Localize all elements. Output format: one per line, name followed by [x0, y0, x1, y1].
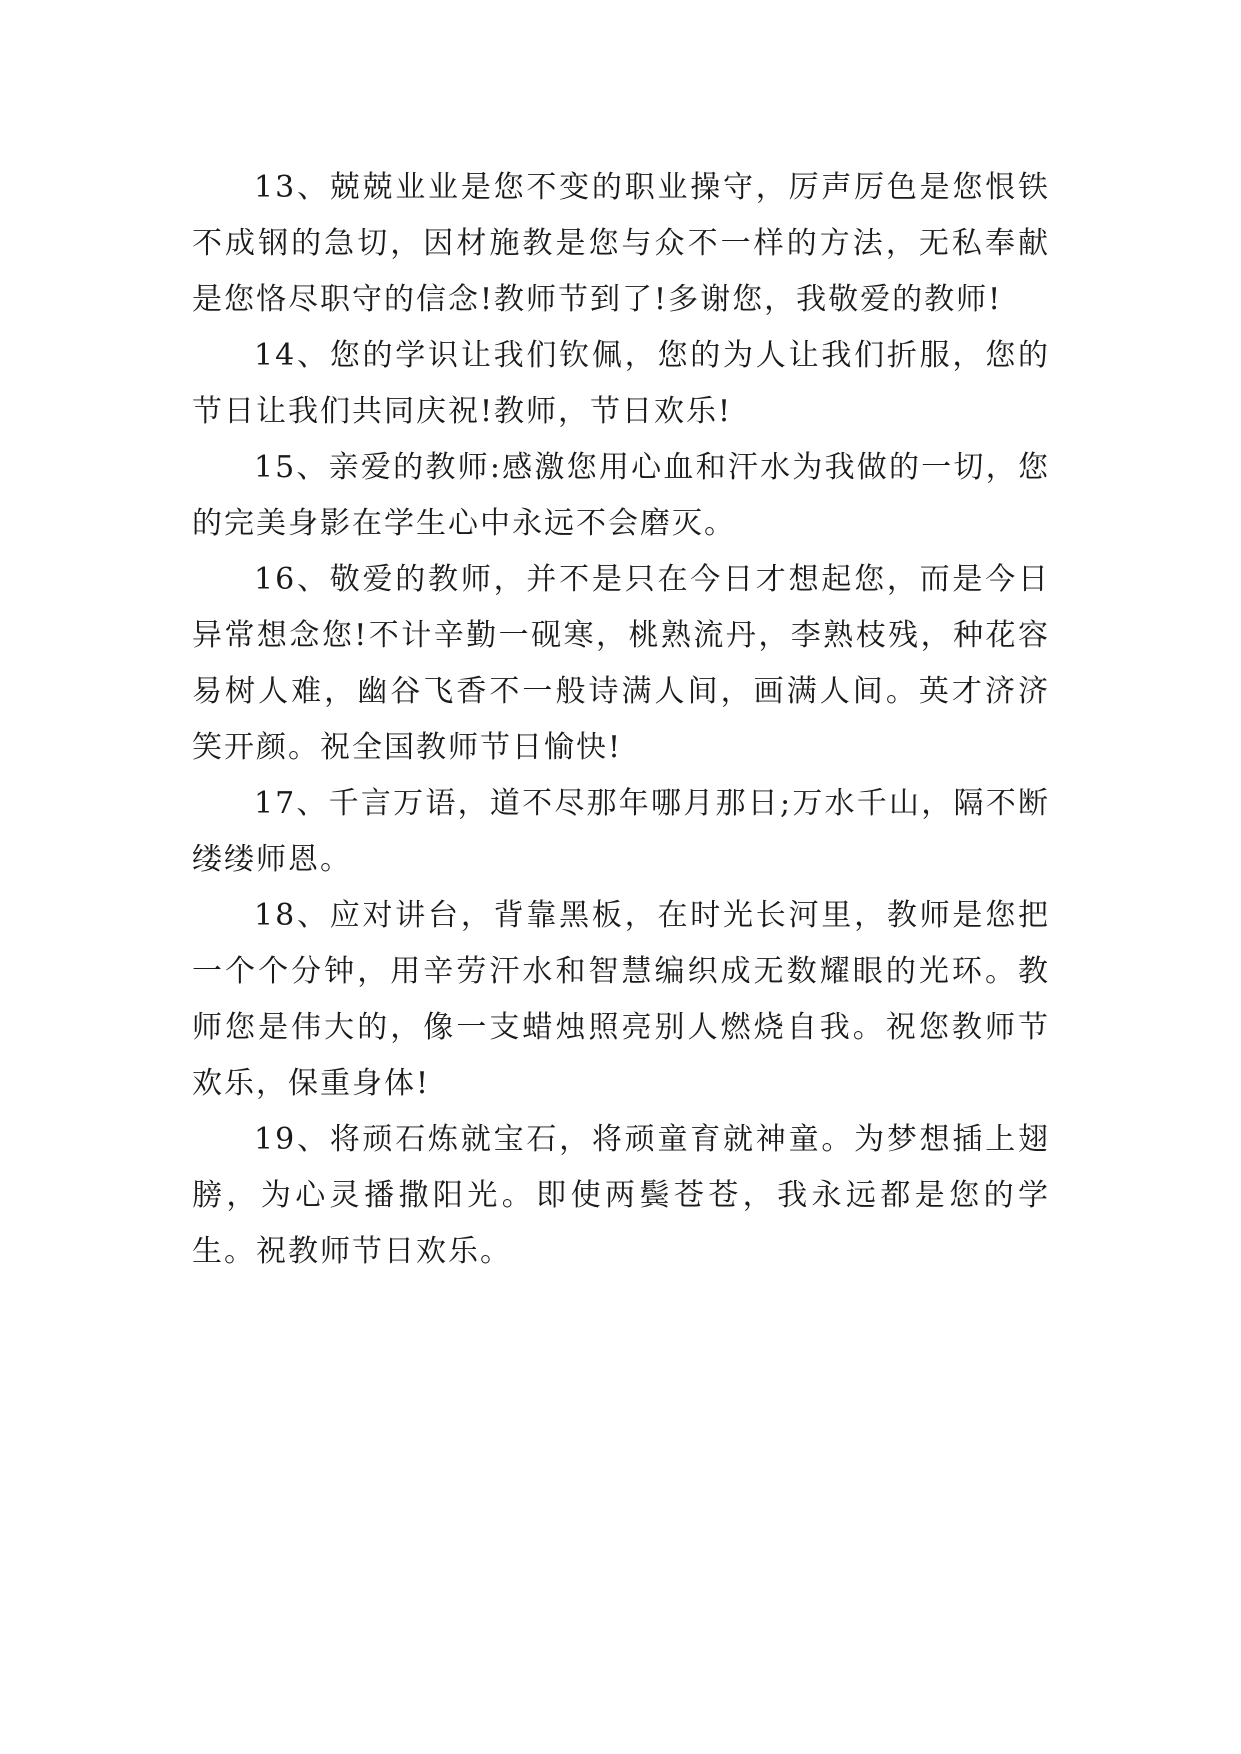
paragraph-19: 19、将顽石炼就宝石，将顽童育就神童。为梦想插上翅膀，为心灵播撒阳光。即使两鬓苍苍，我永远都是您的学生。祝教师节日欢乐。: [192, 1122, 1050, 1269]
paragraph-16: 16、敬爱的教师，并不是只在今日才想起您，而是今日异常想念您!不计辛勤一砚寒，桃熟流丹，李熟枝残，种花容易树人难，幽谷飞香不一般诗满人间，画满人间。英才济济笑开颜。祝全国教师节日愉快!: [192, 562, 1050, 765]
paragraph-18: 18、应对讲台，背靠黑板，在时光长河里，教师是您把一个个分钟，用辛劳汗水和智慧编织成无数耀眼的光环。教师您是伟大的，像一支蜡烛照亮别人燃烧自我。祝您教师节欢乐，保重身体!: [192, 898, 1050, 1101]
paragraph-17: 17、千言万语，道不尽那年哪月那日;万水千山，隔不断缕缕师恩。: [192, 786, 1050, 877]
paragraph-13: 13、兢兢业业是您不变的职业操守，厉声厉色是您恨铁不成钢的急切，因材施教是您与众不一样的方法，无私奉献是您恪尽职守的信念!教师节到了!多谢您，我敬爱的教师!: [192, 170, 1050, 317]
paragraph-15: 15、亲爱的教师:感激您用心血和汗水为我做的一切，您的完美身影在学生心中永远不会磨灭。: [192, 450, 1050, 541]
paragraph-14: 14、您的学识让我们钦佩，您的为人让我们折服，您的节日让我们共同庆祝!教师，节日欢乐!: [192, 338, 1050, 429]
document-body: [192, 160, 1050, 1280]
